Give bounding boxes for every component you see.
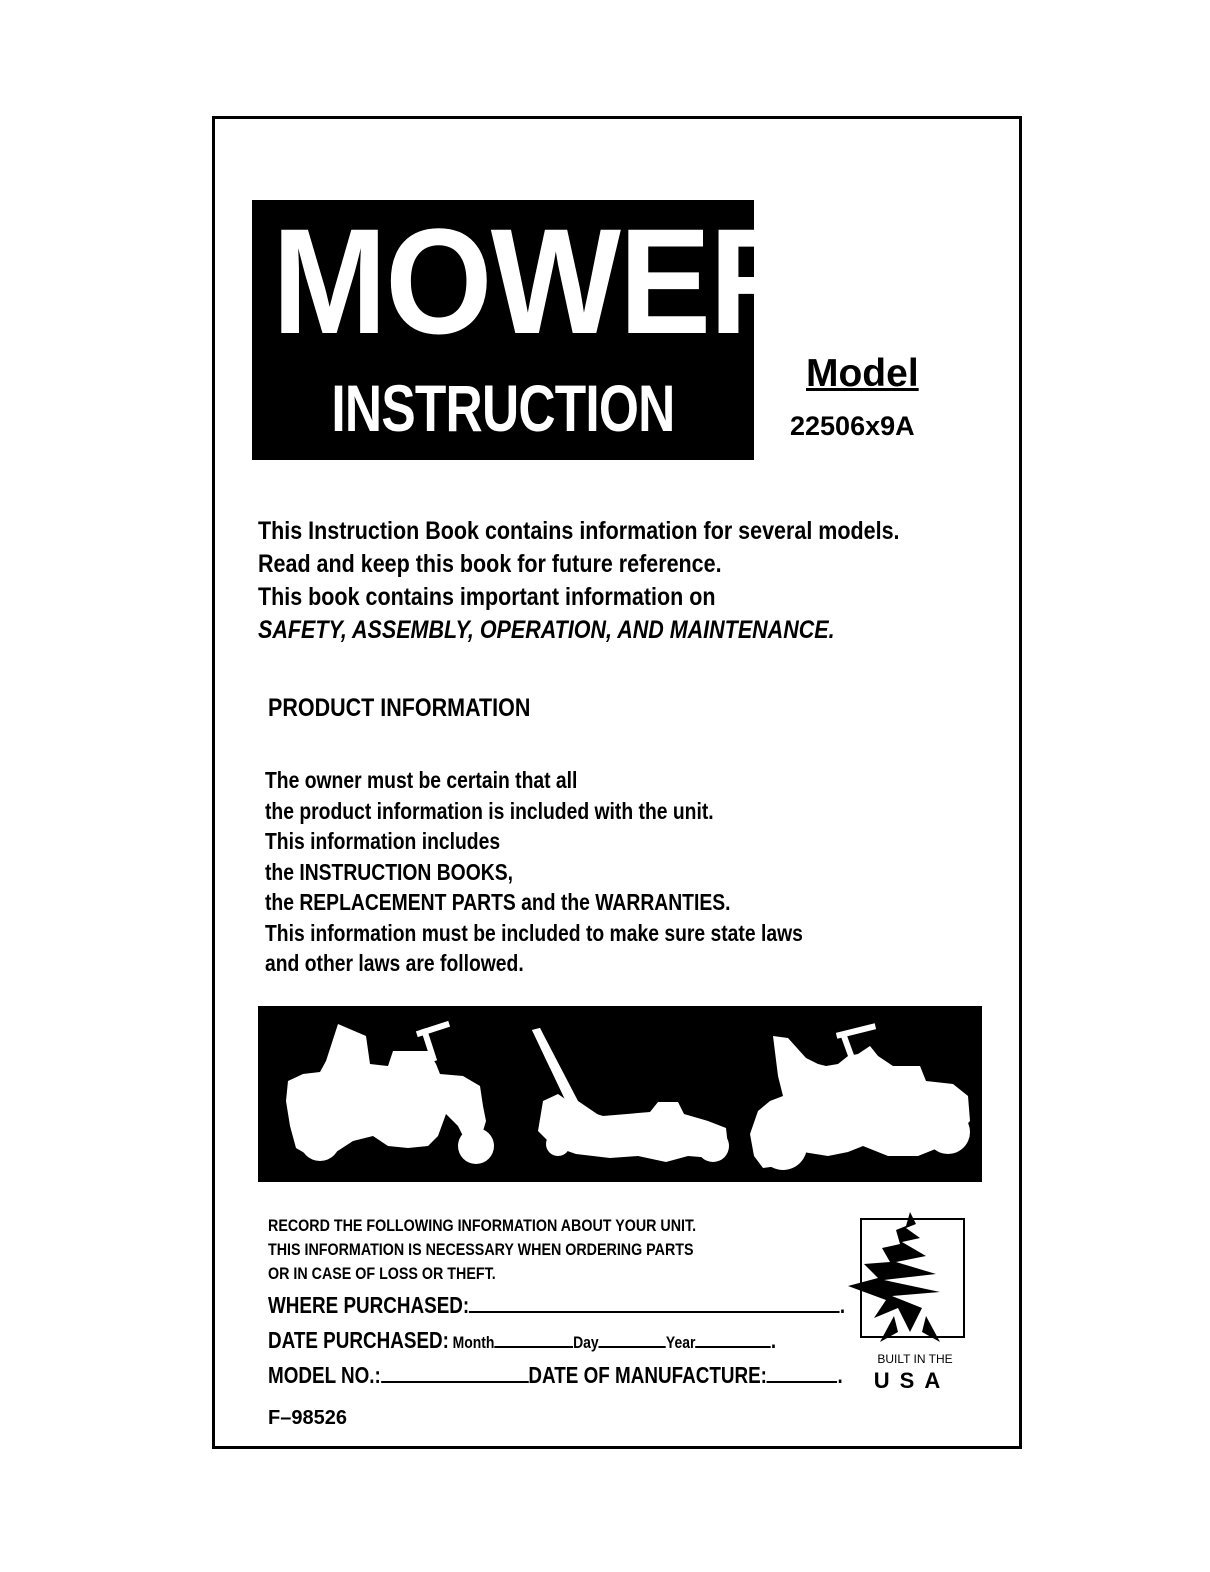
built-in-label: BUILT IN THE [877, 1352, 953, 1366]
where-purchased-field[interactable] [469, 1293, 840, 1313]
model-manufacture-row: MODEL NO.: DATE OF MANUFACTURE: . [268, 1362, 843, 1388]
where-purchased-row: WHERE PURCHASED: . [268, 1292, 846, 1318]
usa-logo [845, 1370, 980, 1392]
model-no-field[interactable] [381, 1363, 529, 1383]
title-block [252, 197, 808, 525]
title-main: MOWER [272, 197, 808, 365]
form-number: F–98526 [268, 1407, 347, 1429]
riding-mower-icon [286, 1021, 494, 1164]
product-info-heading: PRODUCT INFORMATION [268, 694, 531, 722]
product-info-line: The owner must be certain that all [265, 767, 578, 793]
month-field[interactable] [494, 1328, 573, 1348]
lawn-tractor-icon [750, 1023, 970, 1170]
date-of-manufacture-field[interactable] [767, 1363, 838, 1383]
month-label: Month [452, 1333, 495, 1352]
year-field[interactable] [695, 1328, 770, 1348]
intro-text [258, 515, 1018, 647]
intro-emphasis: SAFETY, ASSEMBLY, OPERATION, AND MAINTENANCE. [258, 616, 835, 644]
year-label: Year [665, 1333, 696, 1352]
product-info-body [265, 765, 905, 979]
day-label: Day [573, 1333, 599, 1352]
star-tree-icon [840, 1208, 980, 1348]
record-line: RECORD THE FOLLOWING INFORMATION ABOUT YOUR UNIT. [268, 1216, 697, 1235]
product-info-line: and other laws are followed. [265, 950, 524, 976]
where-purchased-label: WHERE PURCHASED: [268, 1292, 470, 1318]
product-info-line: the product information is included with the unit. [265, 797, 714, 824]
intro-line: Read and keep this book for future reference. [258, 550, 722, 578]
product-info-line: This information includes [265, 828, 501, 854]
product-info-line: This information must be included to make sure state laws [265, 919, 803, 946]
product-info-line: the REPLACEMENT PARTS and the WARRANTIES. [265, 889, 731, 915]
intro-line: This book contains important information on [258, 583, 716, 611]
title-sub: INSTRUCTION BOOK [331, 371, 675, 525]
date-purchased-label: DATE PURCHASED: [268, 1327, 449, 1353]
push-mower-icon [532, 1028, 729, 1162]
record-line: OR IN CASE OF LOSS OR THEFT. [268, 1264, 496, 1283]
model-label: Model [806, 352, 919, 395]
intro-line: This Instruction Book contains information for several models. [258, 517, 900, 545]
mower-icons-banner [258, 1006, 982, 1182]
usa-logo-text: USA [873, 1370, 951, 1392]
model-number: 22506x9A [790, 411, 915, 441]
record-line: THIS INFORMATION IS NECESSARY WHEN ORDERING PARTS [268, 1240, 694, 1259]
model-no-label: MODEL NO.: [268, 1362, 381, 1388]
date-of-manufacture-label: DATE OF MANUFACTURE: [528, 1362, 767, 1388]
day-field[interactable] [599, 1328, 666, 1348]
date-purchased-row: DATE PURCHASED: Month Day Year . [268, 1327, 777, 1353]
record-instructions [268, 1214, 778, 1286]
product-info-line: the INSTRUCTION BOOKS, [265, 858, 513, 885]
